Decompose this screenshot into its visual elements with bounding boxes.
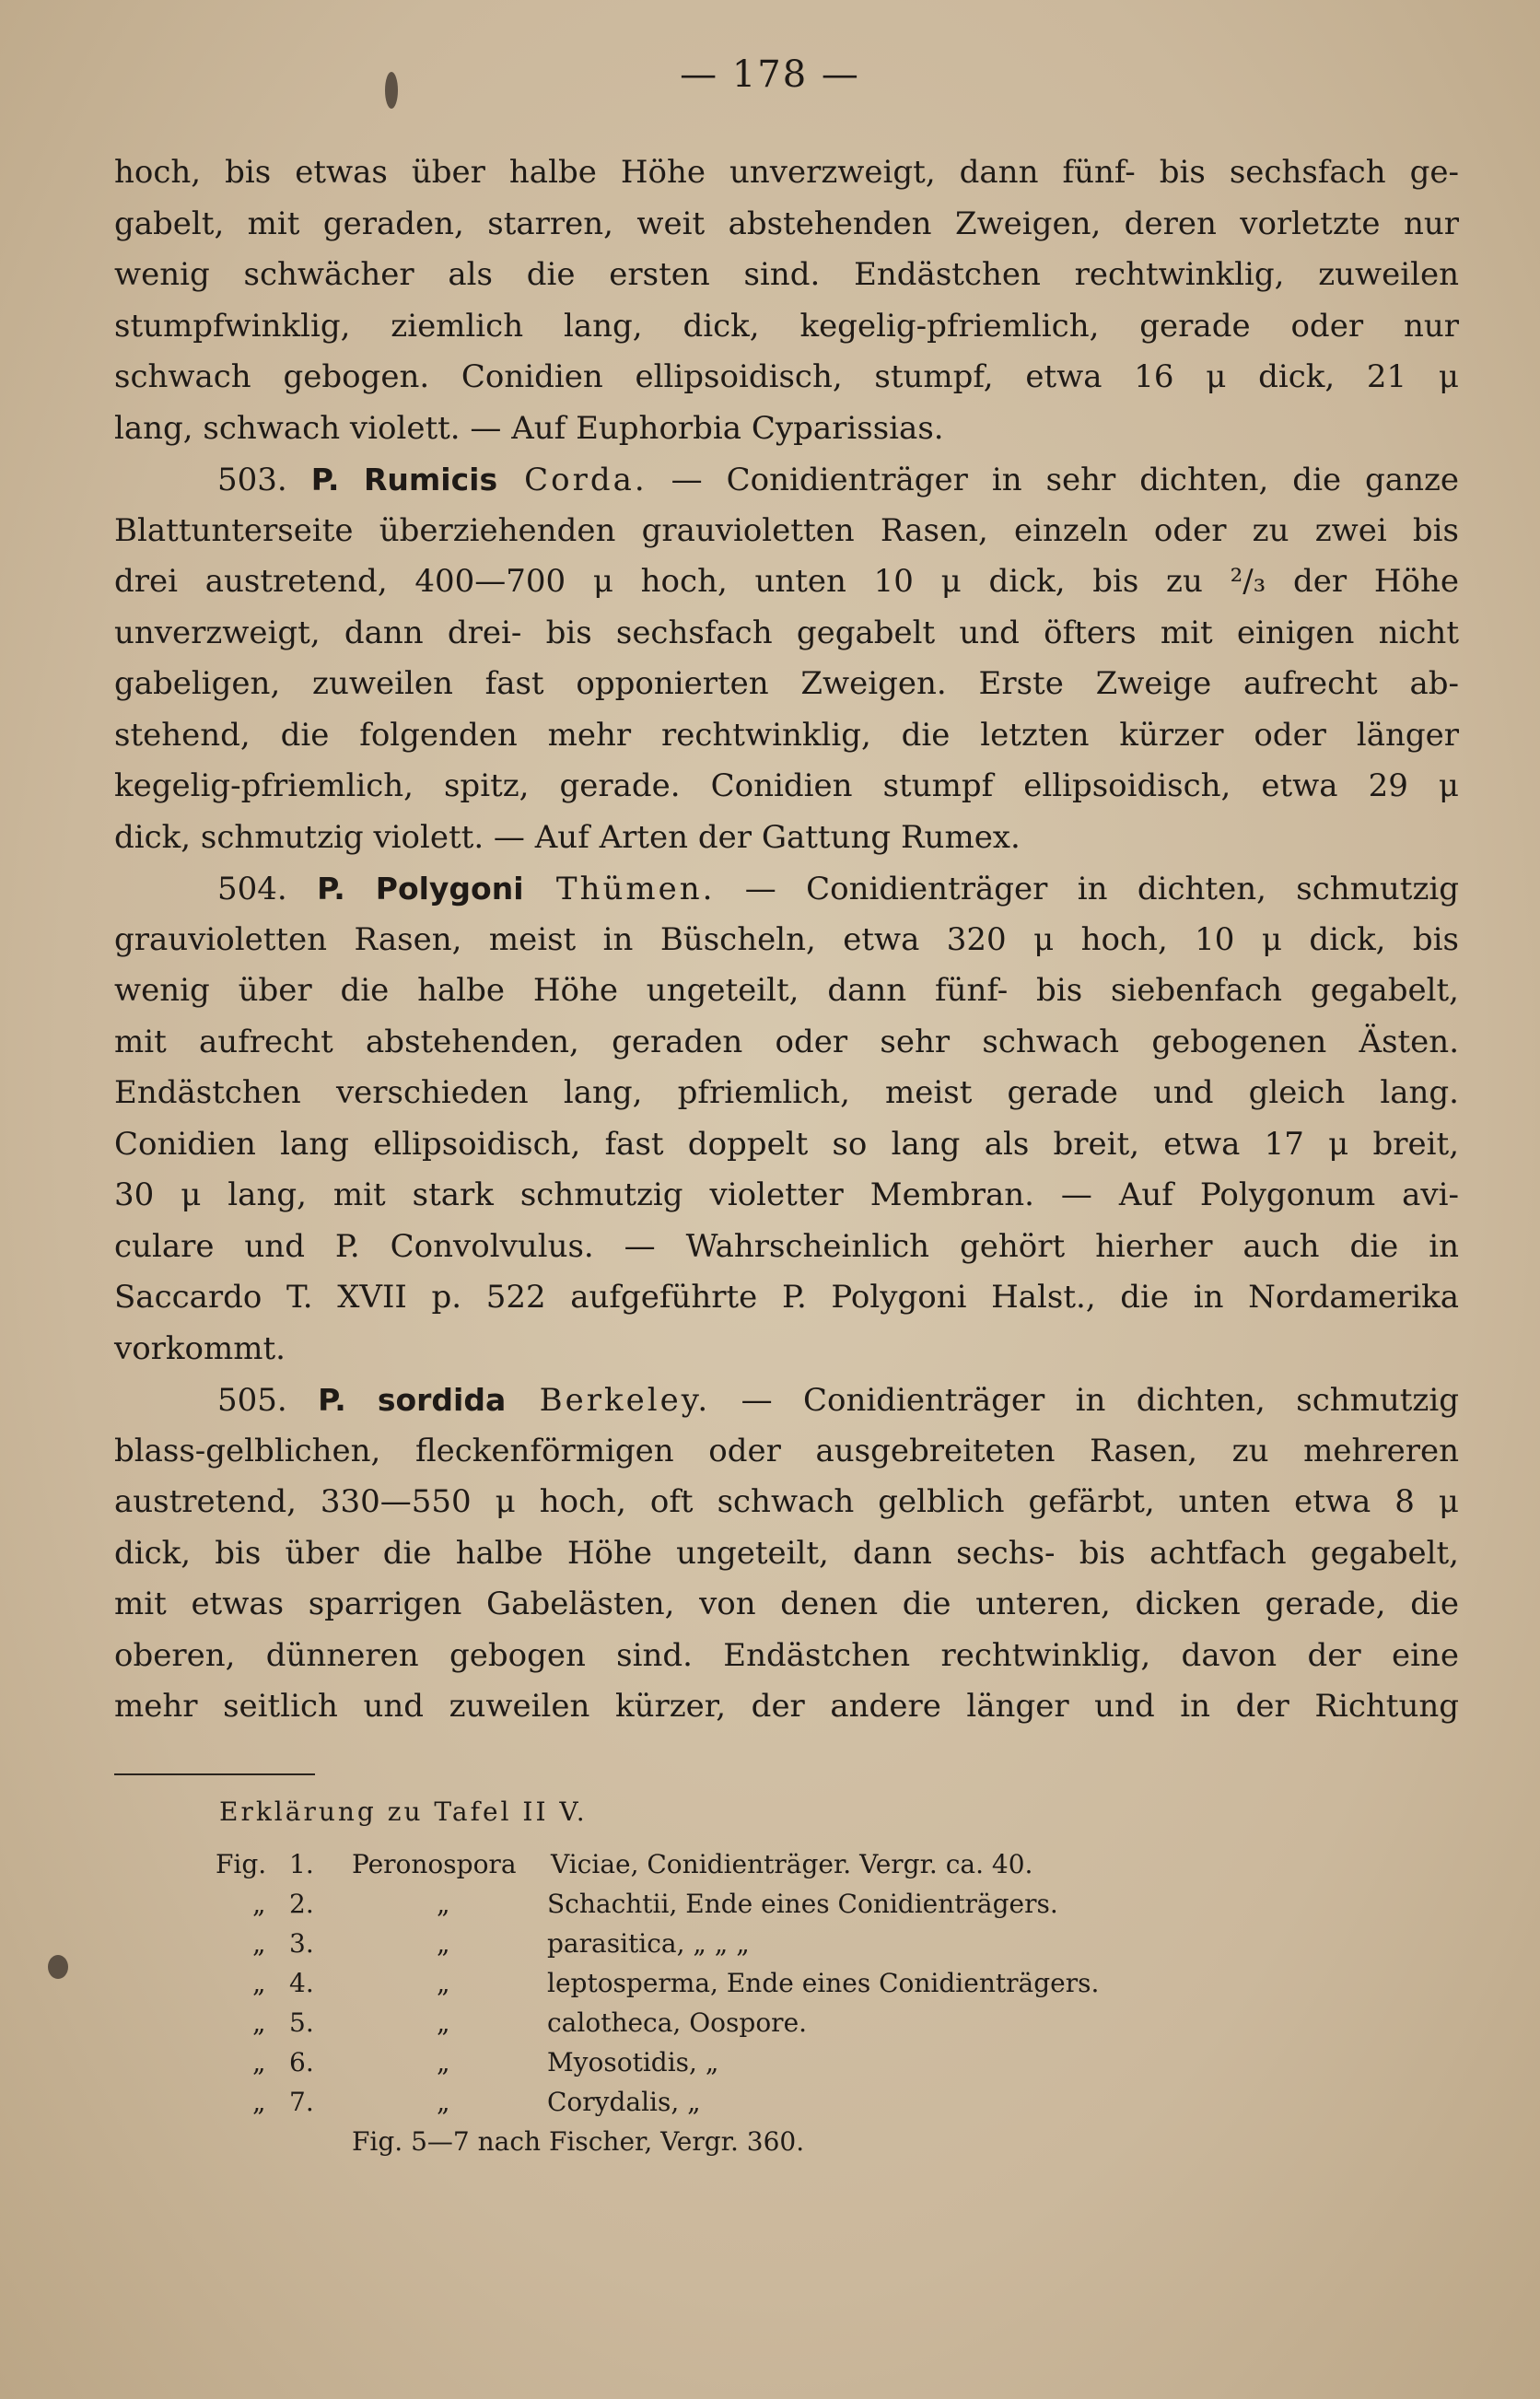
body-text	[114, 147, 1459, 1733]
line-text: mit etwas sparrigen Gabelästen, von denen die unteren, dicken gerade, die	[114, 1586, 1459, 1622]
text-line	[114, 710, 1459, 762]
fig-label: „	[252, 1928, 266, 1959]
species-author: Berkeley.	[506, 1382, 711, 1419]
line-text: stehend, die folgenden mehr rechtwinklig, die letzten kürzer oder länger	[114, 716, 1459, 754]
text-line	[114, 404, 1459, 455]
text-line	[114, 965, 1459, 1017]
legend-figure-row	[114, 1889, 1404, 1925]
fig-label: Fig.	[216, 1849, 267, 1879]
text-line	[114, 147, 1459, 199]
line-text: 30 μ lang, mit stark schmutzig violetter Membran. — Auf Polygonum avi-	[114, 1176, 1459, 1213]
line-text: unverzweigt, dann drei- bis sechsfach gegabelt und öfters mit einigen nicht	[114, 614, 1459, 651]
line-text: lang, schwach violett. — Auf Euphorbia Cyparissias.	[114, 409, 944, 447]
figure-description: parasitica, „ „ „	[547, 1928, 750, 1959]
text-line	[114, 301, 1459, 353]
fig-number: 2.	[289, 1889, 314, 1919]
text-line	[114, 556, 1459, 608]
line-text: blass-gelblichen, fleckenförmigen oder ausgebreiteten Rasen, zu mehreren	[114, 1432, 1459, 1469]
text-line	[114, 1426, 1459, 1478]
figure-description: Schachtii, Ende eines Conidienträgers.	[547, 1889, 1058, 1919]
text-line	[114, 1579, 1459, 1631]
entry-number: 504.	[217, 871, 318, 907]
text-line	[114, 250, 1459, 301]
text-line	[114, 1477, 1459, 1528]
line-text: dick, bis über die halbe Höhe ungeteilt, dann sechs- bis achtfach gegabelt,	[114, 1534, 1459, 1572]
page-number: — 178 —	[680, 53, 860, 96]
figure-description: Corydalis, „	[547, 2087, 701, 2117]
fig-label: „	[252, 1968, 266, 1998]
legend-figure-row	[114, 1928, 1404, 1965]
line-text: hoch, bis etwas über halbe Höhe unverzweigt, dann fünf- bis sechsfach ge-	[114, 154, 1459, 191]
line-text: gabelt, mit geraden, starren, weit abstehenden Zweigen, deren vorletzte nur	[114, 205, 1459, 242]
line-text: Endästchen verschieden lang, pfriemlich, meist gerade und gleich lang.	[114, 1074, 1459, 1111]
entry-number: 505.	[217, 1382, 319, 1419]
legend-figure-row	[114, 2087, 1404, 2124]
ditto-mark: „	[437, 2007, 450, 2038]
figure-description: Myosotidis, „	[547, 2047, 719, 2077]
text-line	[114, 352, 1459, 404]
line-text: Saccardo T. XVII p. 522 aufgeführte P. Polygoni Halst., die in Nordamerika	[114, 1279, 1459, 1316]
line-text: schwach gebogen. Conidien ellipsoidisch, stumpf, etwa 16 μ dick, 21 μ	[114, 358, 1459, 395]
text-line	[114, 1017, 1459, 1069]
fig-number: 3.	[289, 1928, 314, 1959]
species-author: Thümen.	[523, 871, 716, 907]
line-text: — Conidienträger in sehr dichten, die ganze	[647, 462, 1460, 498]
line-text: stumpfwinklig, ziemlich lang, dick, kegelig-pfriemlich, gerade oder nur	[114, 307, 1459, 345]
line-text: gabeligen, zuweilen fast opponierten Zweigen. Erste Zweige aufrecht ab-	[114, 665, 1459, 702]
text-line	[114, 1068, 1459, 1119]
text-line	[114, 1324, 1459, 1375]
ditto-mark: „	[437, 2087, 450, 2117]
text-line	[114, 1119, 1459, 1171]
entry-number: 503.	[217, 462, 311, 498]
fig-number: 6.	[289, 2047, 314, 2077]
ditto-mark: „	[437, 1968, 450, 1998]
text-line	[114, 915, 1459, 966]
text-line	[114, 199, 1459, 251]
line-text: — Conidienträger in dichten, schmutzig	[710, 1382, 1459, 1419]
text-line	[114, 1272, 1459, 1324]
legend-footnote: Fig. 5—7 nach Fischer, Vergr. 360.	[352, 2126, 805, 2157]
ditto-mark: „	[437, 1928, 450, 1959]
fig-label: „	[252, 2087, 266, 2117]
ditto-mark: „	[437, 2047, 450, 2077]
legend-figure-row	[114, 2047, 1404, 2084]
figure-description: leptosperma, Ende eines Conidienträgers.	[547, 1968, 1100, 1998]
figure-description: Viciae, Conidienträger. Vergr. ca. 40.	[551, 1849, 1033, 1879]
text-line	[114, 659, 1459, 710]
line-text: vorkommt.	[114, 1329, 286, 1367]
text-line	[114, 1528, 1459, 1580]
fig-label: „	[252, 1889, 266, 1919]
line-text: grauvioletten Rasen, meist in Büscheln, etwa 320 μ hoch, 10 μ dick, bis	[114, 920, 1459, 958]
legend-figure-row	[114, 2007, 1404, 2044]
figure-description: calotheca, Oospore.	[547, 2007, 808, 2038]
species-name: P. sordida	[318, 1382, 507, 1418]
text-line	[114, 761, 1459, 813]
line-text: dick, schmutzig violett. — Auf Arten der Gattung Rumex.	[114, 818, 1021, 856]
entry-heading-line	[114, 1375, 1459, 1426]
line-text: drei austretend, 400—700 μ hoch, unten 10 μ dick, bis zu ²/₃ der Höhe	[114, 563, 1459, 600]
text-line	[114, 1170, 1459, 1222]
fig-number: 1.	[289, 1849, 314, 1879]
text-line	[114, 1631, 1459, 1682]
fig-number: 5.	[289, 2007, 314, 2038]
fig-number: 7.	[289, 2087, 314, 2117]
text-line	[114, 1222, 1459, 1273]
line-text: mit aufrecht abstehenden, geraden oder sehr schwach gebogenen Ästen.	[114, 1023, 1459, 1060]
legend-title: Erklärung zu Tafel II V.	[219, 1796, 588, 1827]
line-text: Conidien lang ellipsoidisch, fast doppelt so lang als breit, etwa 17 μ breit,	[114, 1125, 1459, 1163]
line-text: oberen, dünneren gebogen sind. Endästchen rechtwinklig, davon der eine	[114, 1636, 1459, 1674]
text-line	[114, 1681, 1459, 1733]
line-text: — Conidienträger in dichten, schmutzig	[715, 871, 1459, 907]
line-text: mehr seitlich und zuweilen kürzer, der andere länger und in der Richtung	[114, 1688, 1459, 1725]
line-text: kegelig-pfriemlich, spitz, gerade. Conidien stumpf ellipsoidisch, etwa 29 μ	[114, 767, 1459, 804]
genus-name: Peronospora	[352, 1849, 517, 1879]
fig-number: 4.	[289, 1968, 314, 1998]
line-text: austretend, 330—550 μ hoch, oft schwach gelblich gefärbt, unten etwa 8 μ	[114, 1483, 1459, 1520]
footnote-rule	[114, 1773, 315, 1775]
line-text: wenig über die halbe Höhe ungeteilt, dann fünf- bis siebenfach gegabelt,	[114, 972, 1459, 1009]
line-text: Blattunterseite überziehenden grauvioletten Rasen, einzeln oder zu zwei bis	[114, 511, 1459, 549]
ditto-mark: „	[437, 1889, 450, 1919]
legend-figure-row	[114, 1849, 1404, 1886]
species-author: Corda.	[497, 462, 648, 498]
entry-heading-line	[114, 863, 1459, 915]
ink-spot	[48, 1955, 68, 1979]
text-line	[114, 506, 1459, 557]
species-name: P. Rumicis	[310, 462, 498, 497]
text-line	[114, 608, 1459, 660]
entry-heading-line	[114, 454, 1459, 506]
fig-label: „	[252, 2007, 266, 2038]
fig-label: „	[252, 2047, 266, 2077]
text-line	[114, 813, 1459, 864]
legend-figure-row	[114, 1968, 1404, 2005]
species-name: P. Polygoni	[317, 871, 524, 907]
line-text: wenig schwächer als die ersten sind. Endästchen rechtwinklig, zuweilen	[114, 256, 1459, 293]
line-text: culare und P. Convolvulus. — Wahrscheinlich gehört hierher auch die in	[114, 1227, 1459, 1265]
